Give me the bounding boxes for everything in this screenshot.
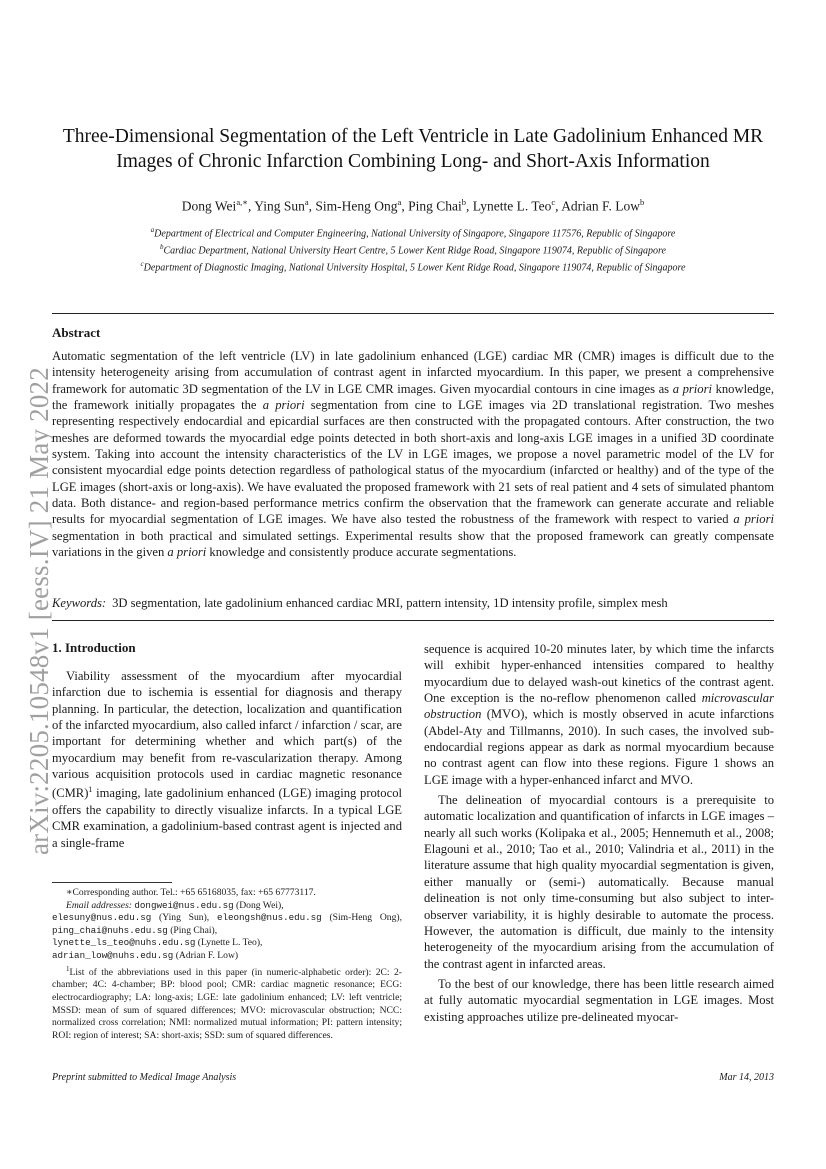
paper-title [40, 124, 786, 174]
author-name: Dong Wei [181, 198, 237, 214]
paragraph: Viability assessment of the myocardium after myocardial infarction due to ischemia is essential for diagnosis and therapy planning. In particular, the detection, localization and quantification of the infarcted myocardium, also called infarct / infarction / scar, are important for determining whether and which part(s) of the myocardium may benefit from re-vascularization therapy. Among various acquisition protocols used in cardiac magnetic resonance (CMR)$^1$ imaging, late gadolinium enhanced (LGE) imaging protocol offers the capability to directly visualize infarcts. In a typical LGE CMR examination, a gadolinium-based contrast agent is injected and a single-frame [52, 669, 402, 850]
author-name: Adrian F. Low [561, 198, 640, 214]
email-addresses-cont: elesuny@nus.edu.sg (Ying Sun), eleongsh@nus.edu.sg (Sim-Heng Ong), ping_chai@nuhs.edu.sg (Ping Chai), lynette_ls_teo@nuhs.edu.sg (Lynette L. Teo), adrian_low@nuhs.edu.sg (Adrian F. Low) [52, 912, 402, 961]
title-line-2: Images of Chronic Infarction Combining Long- and Short-Axis Information [116, 151, 710, 172]
keywords-label: Keywords: [52, 596, 107, 610]
title-line-1: Three-Dimensional Segmentation of the Left Ventricle in Late Gadolinium Enhanced MR [62, 126, 764, 147]
abstract-top-rule [52, 313, 774, 314]
paragraph: The delineation of myocardial contours is a prerequisite to automatic localization and quantification of infarcts in LGE images – nearly all such works (Kolipaka et al., 2005; Hennemuth et al., 2008; Elagouni et al., 2010; Tao et al., 2010; Valindria et al., 2011) in the literature assume that high quality myocardial segmentation is given, either manually or (semi-) automatically. Because manual delineation is not only time-consuming but also subject to inter-observer variability, it is highly desirable to automate the process. However, the automation is difficult, due mainly to the intensity heterogeneity of the myocardium arising from the accumulation of the contrast agent in infarcted areas. [424, 793, 774, 971]
paragraph: sequence is acquired 10-20 minutes later, by which time the infarcts will exhibit hyper-enhanced intensities compared to healthy myocardium due to delayed wash-out kinetics of the contrast agent. One exception is the no-reflow phenomenon called microvascular obstruction (MVO), which is mostly observed in acute infarctions (Abdel-Aty and Tillmanns, 2010). In such cases, the involved sub-endocardial regions appear as dark as normal myocardium because no contrast agent can flow into these regions. Figure 1 shows an LGE image with a hyper-enhanced infarct and MVO. [424, 642, 774, 787]
abbreviations-note: $^1$List of the abbreviations used in this paper (in numeric-alphabetic order): 2C: 2-chamber; 4C: 4-chamber; BP: blood pool; CMR: cardiac magnetic resonance; ECG: electrocardiography; LA: long-axis; LGE: late gadolinium enhanced; LV: left ventricle; MSSD: mean of sum of squared differences; MVO: microvascular obstruction; NCC: normalized cross correlation; NMI: normalized mutual information; PI: pattern intensity; ROI: region of interest; SA: short-axis; SSD: sum of squared differences. [52, 964, 402, 1041]
corresponding-author-note: ∗Corresponding author. Tel.: +65 65168035, fax: +65 67773117. [66, 887, 316, 898]
author-affil-mark: a,∗ [236, 197, 248, 207]
author-affil-mark: c [551, 197, 556, 207]
footnote-rule [52, 882, 172, 883]
affiliation: $^a$Department of Electrical and Computer Engineering, National University of Singapore, Singapore 117576, Republic of Singapore [150, 226, 676, 240]
footer-date: Mar 14, 2013 [719, 1072, 774, 1083]
author-list: Dong Wei$^{a,∗}$, Ying Sun$^a$, Sim-Heng Ong$^a$, Ping Chai$^b$, Lynette L. Teo$^c$, Adrian F. Low$^b$ [181, 197, 645, 214]
section-heading-introduction: 1. Introduction [52, 640, 136, 655]
affiliation: $^c$Department of Diagnostic Imaging, National University Hospital, 5 Lower Kent Ridge Road, Singapore 119074, Republic of Singapore [140, 259, 686, 273]
author-name: Ying Sun [254, 198, 305, 214]
right-column-text [424, 641, 774, 1025]
paragraph: To the best of our knowledge, there has been little research aimed at fully automatic myocardial segmentation in LGE images. Most existing approaches utilize pre-delineated myocar- [424, 976, 774, 1024]
keywords-text: 3D segmentation, late gadolinium enhanced cardiac MRI, pattern intensity, 1D intensity profile, simplex mesh [112, 596, 668, 610]
abstract-heading: Abstract [52, 325, 101, 340]
footnotes [52, 887, 402, 1042]
author-name: Ping Chai [408, 198, 462, 214]
affiliation-list [40, 224, 786, 274]
author-affil-mark: b [461, 197, 466, 207]
author-name: Sim-Heng Ong [315, 198, 398, 214]
author-name: Lynette L. Teo [472, 198, 552, 214]
abstract-body: Automatic segmentation of the left ventricle (LV) in late gadolinium enhanced (LGE) cardiac MR (CMR) images is difficult due to the intensity heterogeneity arising from accumulation of contrast agent in infarcted myocardium. In this paper, we present a comprehensive framework for automatic 3D segmentation of the LV in LGE CMR images. Given myocardial contours in cine images as a priori knowledge, the framework initially propagates the a priori segmentation from cine to LGE images via 2D translational registration. Two meshes representing respectively endocardial and epicardial surfaces are then constructed with the propagated contours. After construction, the two meshes are deformed towards the myocardial edge points detected in both short-axis and long-axis LGE images in a unified 3D coordinate system. Taking into account the intensity characteristics of the LV in LGE images, we propose a novel parametric model of the LV for consistent myocardial edge points detection regardless of pathological status of the myocardium (infarcted or healthy) and of the type of the LGE images (short-axis or long-axis). We have evaluated the proposed framework with 21 sets of real patient and 4 sets of simulated phantom data. Both distance- and region-based performance metrics confirm the observation that the framework can generate accurate and reliable results for myocardial segmentation of LGE images. We have also tested the robustness of the framework with respect to varied a priori segmentation in both practical and simulated settings. Experimental results show that the proposed framework can greatly compensate variations in the given a priori knowledge and consistently produce accurate segmentations. [52, 349, 774, 560]
left-column-text [52, 668, 402, 851]
footer-preprint-note: Preprint submitted to Medical Image Analysis [52, 1072, 237, 1083]
author-affil-mark: a [304, 197, 309, 207]
keywords [52, 595, 774, 611]
author-affil-mark: b [639, 197, 645, 207]
author-affil-mark: a [397, 197, 402, 207]
affiliation: $^b$Cardiac Department, National University Heart Centre, 5 Lower Kent Ridge Road, Singapore 119074, Republic of Singapore [160, 242, 666, 257]
abstract-bottom-rule [52, 620, 774, 621]
email-addresses: Email addresses: dongwei@nus.edu.sg (Dong Wei), [66, 899, 284, 911]
arxiv-identifier-stamp: arXiv:2205.10548v1 [eess.IV] 21 May 2022 [24, 367, 54, 855]
